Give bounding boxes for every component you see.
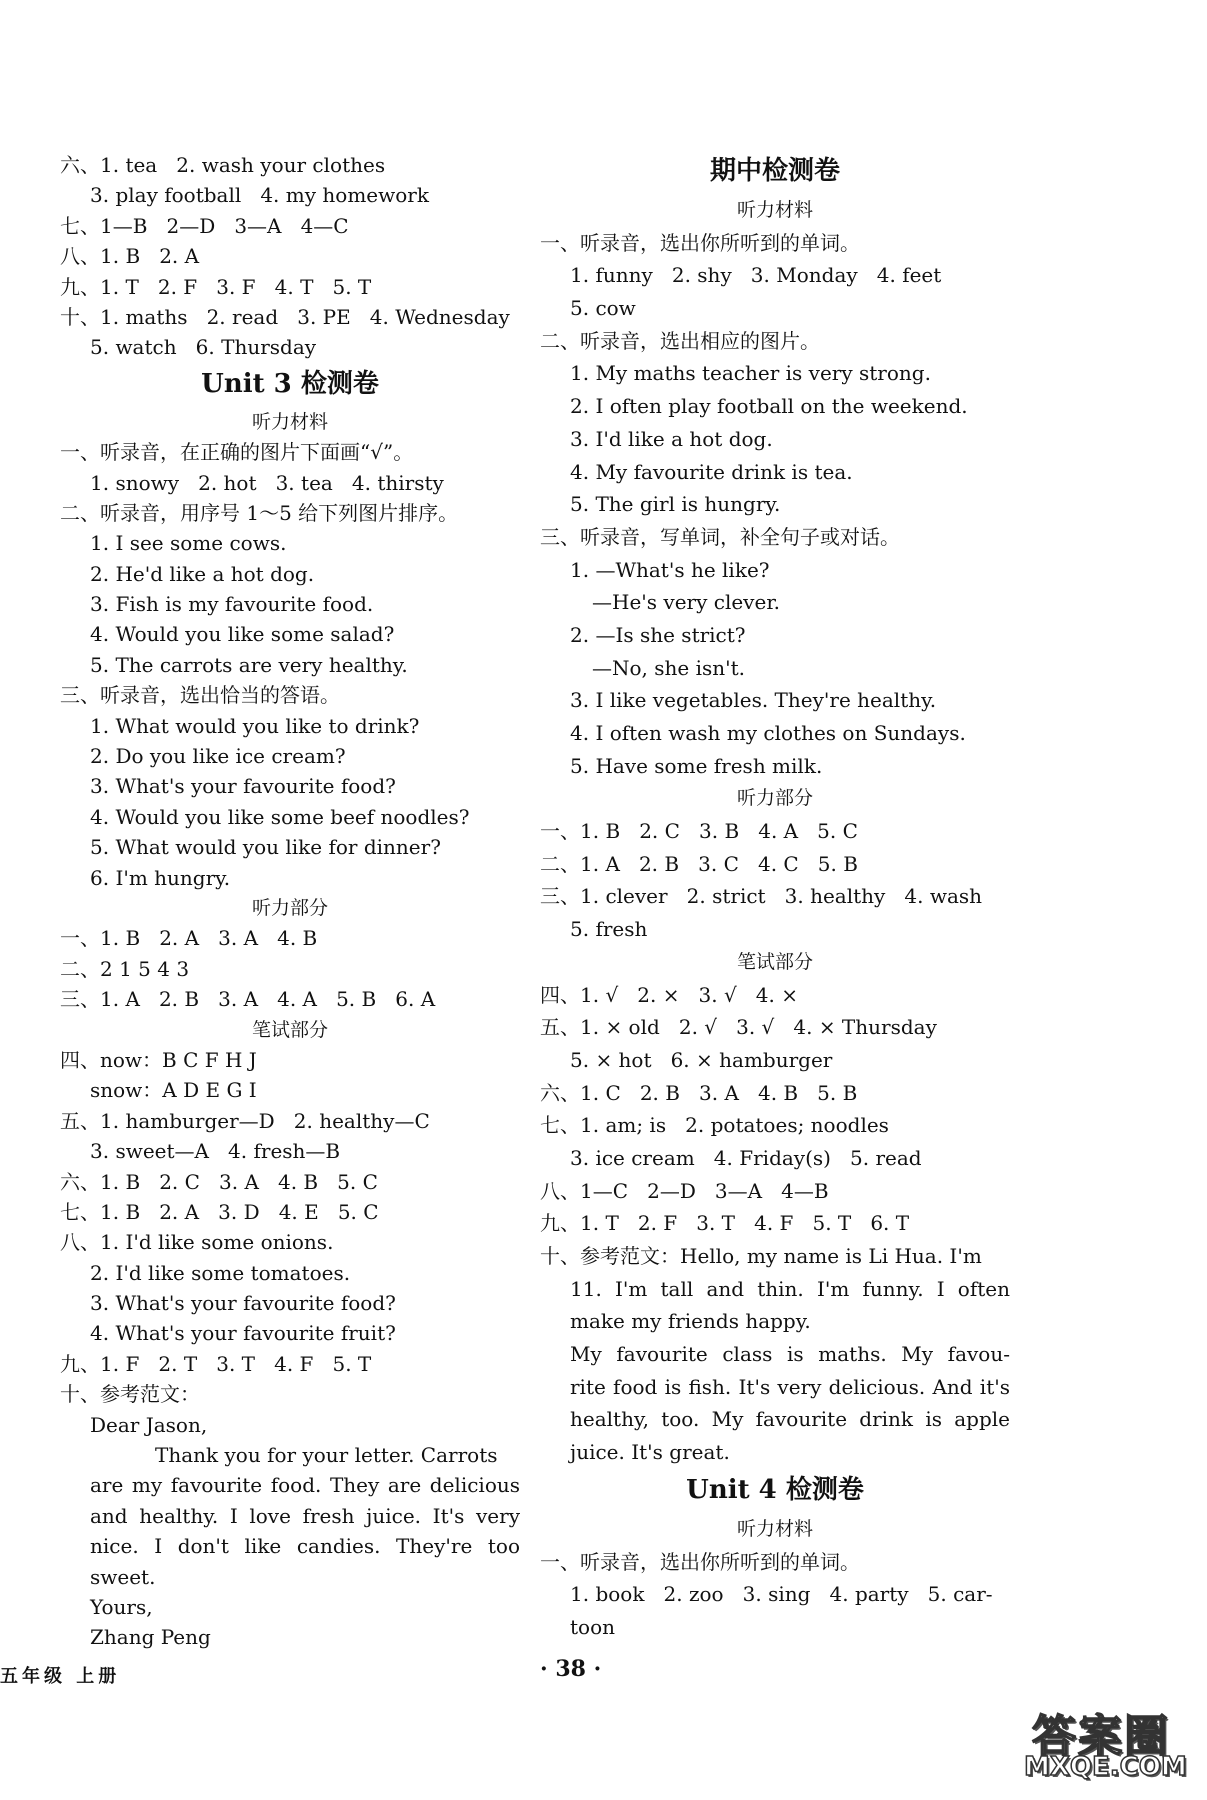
text-line: nice. I don't like candies. They're too [90,1534,520,1559]
text-line: 三、1. A 2. B 3. A 4. A 5. B 6. A [60,987,436,1012]
text-line: 七、1. am; is 2. potatoes; noodles [540,1113,889,1138]
text-line: 一、听录音，在正确的图片下面画“√”。 [60,440,414,465]
text-line: 四、now：B C F H J [60,1047,257,1072]
text-line: 2. He'd like a hot dog. [90,561,315,586]
text-line: 1. snowy 2. hot 3. tea 4. thirsty [90,470,444,495]
section-title: Unit 3 检测卷 [201,368,379,399]
text-line: 十、参考范文：Hello, my name is Li Hua. I'm [540,1244,982,1268]
text-line: sweet. [90,1564,156,1589]
text-line: 5. fresh [570,917,648,942]
text-line: 4. Would you like some beef noodles? [90,804,470,829]
section-title: 期中检测卷 [709,156,840,186]
text-line: 九、1. T 2. F 3. F 4. T 5. T [60,274,372,299]
text-line: 3. sweet—A 4. fresh—B [90,1139,341,1164]
text-line: —No, she isn't. [592,655,746,680]
text-line: 6. I'm hungry. [90,865,231,890]
text-line: healthy, too. My favourite drink is apple [570,1407,1010,1432]
text-line: 六、1. C 2. B 3. A 4. B 5. B [540,1080,858,1105]
text-line: 2. —Is she strict? [570,622,746,647]
text-line: 5. watch 6. Thursday [90,335,317,360]
text-line: 3. I'd like a hot dog. [570,426,773,451]
text-line: 5. × hot 6. × hamburger [570,1047,833,1072]
text-line: and healthy. I love fresh juice. It's very [90,1503,520,1528]
text-line: 七、1—B 2—D 3—A 4—C [60,213,349,238]
text-line: 11. I'm tall and thin. I'm funny. I often [570,1276,1010,1301]
text-line: 3. play football 4. my homework [90,183,429,208]
text-line: 1. book 2. zoo 3. sing 4. party 5. car- [570,1582,993,1607]
text-line: snow：A D E G I [90,1078,257,1103]
text-line: rite food is fish. It's very delicious. And it's [570,1374,1010,1399]
text-line: 4. I often wash my clothes on Sundays. [570,721,966,745]
text-line: 3. What's your favourite food? [90,1291,396,1316]
text-line: 听力材料 [251,410,328,433]
text-line: 十、参考范文： [60,1382,200,1407]
text-line: 听力材料 [736,1517,813,1540]
text-line: 一、听录音，选出你所听到的单词。 [540,1549,860,1574]
text-line: 5. The carrots are very healthy. [90,652,408,677]
text-line: 九、1. F 2. T 3. T 4. F 5. T [60,1351,372,1376]
text-line: My favourite class is maths. My favou- [570,1342,1010,1367]
text-line: 二、听录音，用序号 1～5 给下列图片排序。 [60,500,459,525]
text-line: 二、听录音，选出相应的图片。 [540,328,820,353]
text-line: 1. —What's he like? [570,557,770,582]
text-line: 2. Do you like ice cream? [90,744,346,769]
text-line: 八、1. I'd like some onions. [60,1230,334,1255]
right-column [540,150,1010,1644]
text-line: Dear Jason, [90,1412,208,1437]
left-column [60,150,520,1653]
text-line: 听力部分 [736,787,813,810]
text-line: 一、听录音，选出你所听到的单词。 [540,230,860,255]
watermark-url: MXQE.COM [1024,1752,1187,1782]
text-line: 十、1. maths 2. read 3. PE 4. Wednesday [60,304,510,329]
text-line: 4. My favourite drink is tea. [570,459,853,484]
text-line: 听力材料 [736,199,813,221]
text-line: 三、听录音，写单词，补全句子或对话。 [540,524,900,549]
text-line: Yours, [90,1594,153,1619]
text-line: 1. What would you like to drink? [90,713,420,738]
text-line: Thank you for your letter. Carrots [155,1443,498,1468]
text-line: 3. What's your favourite food? [90,774,396,799]
watermark-logo: 答案圈 [1032,1711,1170,1762]
text-line: 六、1. tea 2. wash your clothes [60,153,386,177]
text-line: 5. cow [570,296,636,321]
page-number: · 38 · [540,1656,602,1682]
text-line: Zhang Peng [90,1625,211,1650]
text-line: 1. My maths teacher is very strong. [570,361,931,386]
text-line: 四、1. √ 2. × 3. √ 4. × [540,982,798,1007]
text-line: make my friends happy. [570,1309,811,1334]
section-title: Unit 4 检测卷 [686,1474,864,1505]
text-line: 七、1. B 2. A 3. D 4. E 5. C [60,1199,379,1224]
text-line: 三、听录音，选出恰当的答语。 [60,683,340,708]
text-line: 3. ice cream 4. Friday(s) 5. read [570,1145,922,1170]
text-line: 4. What's your favourite fruit? [90,1321,396,1346]
text-line: 笔试部分 [736,950,813,973]
text-line: 六、1. B 2. C 3. A 4. B 5. C [60,1169,378,1194]
text-line: 八、1—C 2—D 3—A 4—B [540,1178,829,1203]
text-line: 听力部分 [251,896,328,919]
text-line: 2. I'd like some tomatoes. [90,1260,351,1285]
text-line: 五、1. × old 2. √ 3. √ 4. × Thursday [540,1015,937,1040]
text-line: 二、1. A 2. B 3. C 4. C 5. B [540,851,858,876]
text-line: toon [570,1614,615,1639]
text-line: 笔试部分 [251,1018,328,1041]
text-line: 一、1. B 2. A 3. A 4. B [60,926,318,951]
text-line: 一、1. B 2. C 3. B 4. A 5. C [540,819,858,844]
text-line: 5. What would you like for dinner? [90,835,441,860]
text-line: —He's very clever. [592,590,781,615]
text-line: 4. Would you like some salad? [90,622,395,647]
text-line: 五、1. hamburger—D 2. healthy—C [60,1108,430,1133]
text-line: 3. I like vegetables. They're healthy. [570,688,937,713]
text-line: 二、2 1 5 4 3 [60,956,190,981]
text-line: 八、1. B 2. A [60,244,200,269]
text-line: 三、1. clever 2. strict 3. healthy 4. wash [540,884,983,909]
grade-label: 五年级 上册 [0,1666,121,1687]
text-line: are my favourite food. They are delicious [90,1473,520,1498]
text-line: 2. I often play football on the weekend. [570,394,968,419]
text-line: juice. It's great. [570,1440,730,1465]
text-line: 5. Have some fresh milk. [570,753,823,778]
text-line: 1. funny 2. shy 3. Monday 4. feet [570,263,942,288]
text-line: 3. Fish is my favourite food. [90,592,374,617]
text-line: 5. The girl is hungry. [570,492,781,517]
text-line: 1. I see some cows. [90,531,287,556]
text-line: 九、1. T 2. F 3. T 4. F 5. T 6. T [540,1211,910,1236]
